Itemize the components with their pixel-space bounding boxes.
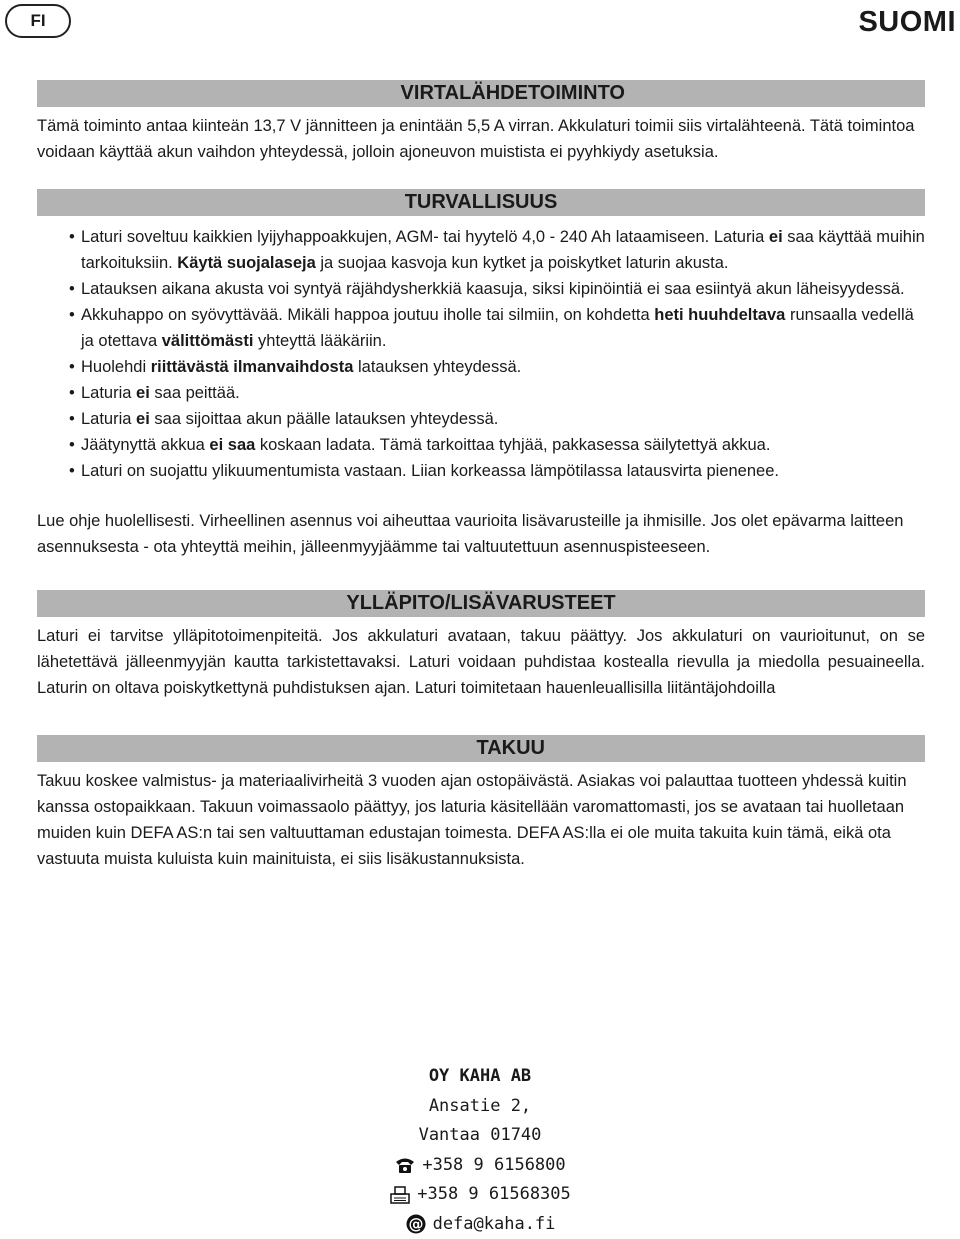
safety-list [37, 224, 925, 484]
section-heading-yllapito: YLLÄPITO/LISÄVARUSTEET [37, 590, 925, 617]
company-name: OY KAHA AB [380, 1062, 580, 1092]
yllapito-text: Laturi ei tarvitse ylläpitotoimenpiteitä. Jos akkulaturi avataan, takuu päättyy. Jos akkulaturi on vaurioitunut, on se lähetettävä jälleenmyyjän kautta tarkistettavaksi. Laturi voidaan puhdistaa kostealla rievulla ja miedolla pesuaineella. Laturin on oltava poiskytkettynä puhdistuksen ajan. Laturi toimitetaan hauenleuallisilla liitäntäjohdoilla [37, 623, 925, 701]
at-icon [405, 1214, 427, 1234]
section-heading-virtalahde: VIRTALÄHDETOIMINTO [37, 80, 925, 107]
company-contact [380, 1062, 580, 1239]
list-item: • Latauksen aikana akusta voi syntyä räjähdysherkkiä kaasuja, siksi kipinöintiä ei saa esiintyä akun läheisyydessä. [37, 276, 925, 302]
list-item: • Huolehdi riittävästä ilmanvaihdosta latauksen yhteydessä. [37, 354, 925, 380]
list-item: • Laturi on suojattu ylikuumentumista vastaan. Liian korkeassa lämpötilassa latausvirta pienenee. [37, 458, 925, 484]
list-item: • Akkuhappo on syövyttävää. Mikäli happoa joutuu iholle tai silmiin, on kohdetta heti huuhdeltava runsaalla vedellä ja otettava välittömästi yhteyttä lääkäriin. [37, 302, 925, 354]
document-body [37, 80, 925, 872]
section-heading-turvallisuus: TURVALLISUUS [37, 189, 925, 216]
list-item: • Jäätynyttä akkua ei saa koskaan ladata. Tämä tarkoittaa tyhjää, pakkasessa säilytettyä akkua. [37, 432, 925, 458]
email-address[interactable]: defa@kaha.fi [433, 1210, 556, 1239]
fax-line [380, 1180, 580, 1210]
language-badge: FI [5, 4, 71, 38]
svg-text:@: @ [408, 1215, 423, 1233]
company-street: Ansatie 2, [380, 1092, 580, 1122]
takuu-text: Takuu koskee valmistus- ja materiaalivirheitä 3 vuoden ajan ostopäivästä. Asiakas voi palauttaa tuotteen yhdessä kuitin kanssa ostopaikkaan. Takuun voimassaolo päättyy, jos laturia käsitellään varomattomasti, jos se avataan tai huolletaan muiden kuin DEFA AS:n tai sen valtuuttaman edustajan toimesta. DEFA AS:lla ei ole muita takuita kuin tämä, eikä ota vastuuta muista kuluista kuin mainituista, ei siis lisäkustannuksista. [37, 768, 925, 872]
email-line [380, 1210, 580, 1239]
phone-icon [394, 1155, 416, 1175]
instruction-note: Lue ohje huolellisesti. Virheellinen asennus voi aiheuttaa vaurioita lisävarusteille ja ihmisille. Jos olet epävarma laitteen asennuksesta - ota yhteyttä meihin, jälleenmyyjäämme tai valtuutettuun asennuspisteeseen. [37, 508, 925, 560]
list-item: • Laturia ei saa sijoittaa akun päälle latauksen yhteydessä. [37, 406, 925, 432]
virtalahde-text: Tämä toiminto antaa kiinteän 13,7 V jännitteen ja enintään 5,5 A virran. Akkulaturi toimii siis virtalähteenä. Tätä toimintoa voidaan käyttää akun vaihdon yhteydessä, jolloin ajoneuvon muistista ei pyyhkiydy asetuksia. [37, 113, 925, 165]
list-item: • Laturi soveltuu kaikkien lyijyhappoakkujen, AGM- tai hyytelö 4,0 - 240 Ah lataamiseen. Laturia ei saa käyttää muihin tarkoituksiin. Käytä suojalaseja ja suojaa kasvoja kun kytket ja poiskytket laturin akusta. [37, 224, 925, 276]
phone-number: +358 9 6156800 [422, 1151, 565, 1181]
list-item: • Laturia ei saa peittää. [37, 380, 925, 406]
section-heading-takuu: TAKUU [37, 735, 925, 762]
company-city: Vantaa 01740 [380, 1121, 580, 1151]
page-language-title: SUOMI [858, 6, 956, 39]
phone-line [380, 1151, 580, 1181]
fax-number: +358 9 61568305 [417, 1180, 571, 1210]
fax-icon [389, 1185, 411, 1205]
